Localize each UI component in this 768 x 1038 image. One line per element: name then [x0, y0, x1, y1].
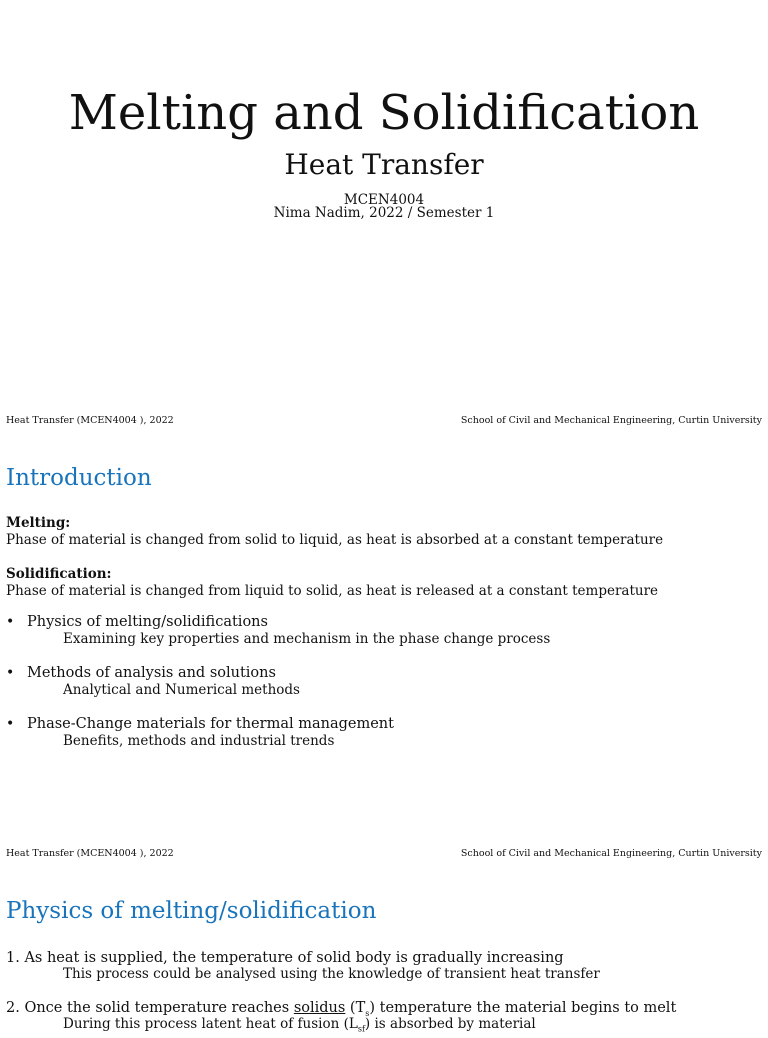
solidus-term: solidus — [293, 1000, 346, 1016]
intro-title: Introduction — [6, 465, 152, 491]
bullet-main-text: Phase-Change materials for thermal management — [27, 716, 394, 732]
melting-definition: Phase of material is changed from solid to liquid, as heat is absorbed at a constant temperature — [6, 532, 664, 548]
author-line: Nima Nadim, 2022 / Semester 1 — [273, 205, 495, 221]
bullet-sub-text: Examining key properties and mechanism in the phase change process — [63, 631, 551, 647]
physics-title: Physics of melting/solidification — [6, 898, 377, 924]
melting-label: Melting: — [6, 515, 71, 531]
bullet-main-text: Physics of melting/solidifications — [27, 614, 268, 630]
solidification-definition: Phase of material is changed from liquid to solid, as heat is released at a constant temperature — [6, 583, 659, 599]
title-slide — [0, 0, 768, 433]
presentation-subtitle: Heat Transfer — [284, 148, 484, 181]
bullet-marker: • — [6, 716, 15, 732]
physics-item-2: 2. Once the solid temperature reaches solidus $(T_s)$ temperature the material begins to melt — [6, 1000, 677, 1018]
physics-item-2-detail: During this process latent heat of fusion $(L_{sf})$ is absorbed by material — [63, 1016, 536, 1034]
bullet-marker: • — [6, 614, 15, 630]
solidification-label: Solidification: — [6, 566, 112, 582]
bullet-sub-text: Benefits, methods and industrial trends — [63, 733, 335, 749]
presentation-title: Melting and Solidification — [68, 85, 700, 141]
footer-course: Heat Transfer (MCEN4004 ), 2022 — [6, 848, 174, 859]
bullet-marker: • — [6, 665, 15, 681]
footer-school: School of Civil and Mechanical Engineering, Curtin University — [460, 848, 762, 859]
physics-item-1: 1. As heat is supplied, the temperature of solid body is gradually increasing — [6, 950, 564, 966]
bullet-sub-text: Analytical and Numerical methods — [63, 682, 300, 698]
bullet-main-text: Methods of analysis and solutions — [27, 665, 276, 681]
course-code: MCEN4004 — [343, 192, 425, 208]
physics-item-1-detail: This process could be analysed using the knowledge of transient heat transfer — [63, 966, 600, 982]
footer-course: Heat Transfer (MCEN4004 ), 2022 — [6, 415, 174, 426]
footer-school: School of Civil and Mechanical Engineering, Curtin University — [460, 415, 762, 426]
